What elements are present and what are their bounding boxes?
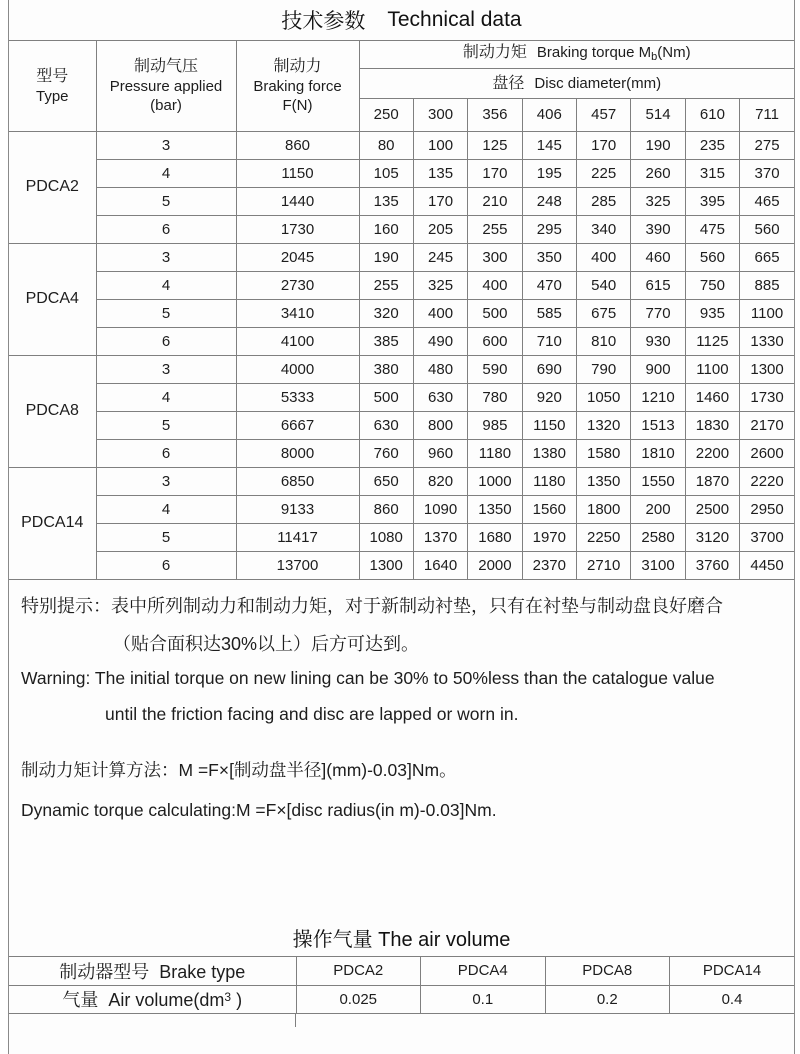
torque-data-row — [9, 131, 794, 159]
torque-cell: 1300 — [359, 551, 413, 579]
torque-cell: 2580 — [631, 523, 685, 551]
warning-en-line1: Warning: The initial torque on new lining can be 30% to 50%less than the catalogue value — [21, 668, 715, 688]
header-row-1 — [9, 41, 794, 68]
torque-cell: 285 — [577, 187, 631, 215]
pressure-cell: 6 — [96, 551, 236, 579]
air-volume-label-prefix: 气量 Air volume(dm — [62, 990, 225, 1011]
torque-cell: 2370 — [522, 551, 576, 579]
torque-cell: 1000 — [468, 467, 522, 495]
torque-cell: 205 — [413, 215, 467, 243]
torque-cell: 690 — [522, 355, 576, 383]
torque-cell: 460 — [631, 243, 685, 271]
air-volume-value-pdca4: 0.1 — [421, 985, 546, 1013]
force-cell: 5333 — [236, 383, 359, 411]
torque-data-row — [9, 355, 794, 383]
torque-cell: 295 — [522, 215, 576, 243]
torque-cell: 1080 — [359, 523, 413, 551]
diameter-356: 356 — [468, 98, 522, 131]
force-header-en: Braking force — [253, 78, 342, 96]
torque-cell: 1350 — [577, 467, 631, 495]
torque-cell: 1800 — [577, 495, 631, 523]
type-header-cn: 型号 — [36, 67, 69, 85]
pressure-cell: 5 — [96, 299, 236, 327]
diameter-711: 711 — [740, 98, 794, 131]
torque-cell: 675 — [577, 299, 631, 327]
torque-cell: 810 — [577, 327, 631, 355]
torque-cell: 790 — [577, 355, 631, 383]
torque-cell: 600 — [468, 327, 522, 355]
model-name-cell: PDCA2 — [9, 131, 96, 243]
torque-cell: 195 — [522, 159, 576, 187]
torque-cell: 1050 — [577, 383, 631, 411]
torque-cell: 1180 — [522, 467, 576, 495]
torque-subscript: b — [651, 50, 658, 63]
air-volume-table — [9, 957, 794, 1013]
torque-cell: 325 — [413, 271, 467, 299]
torque-cell: 3700 — [740, 523, 794, 551]
torque-data-row — [9, 411, 794, 439]
force-cell: 9133 — [236, 495, 359, 523]
torque-header-en-prefix: Braking torque M — [536, 43, 652, 61]
diameter-header-en: Disc diameter(mm) — [534, 74, 662, 92]
torque-cell: 1100 — [740, 299, 794, 327]
torque-data-row — [9, 159, 794, 187]
torque-data-row — [9, 495, 794, 523]
torque-cell: 585 — [522, 299, 576, 327]
diameter-457: 457 — [577, 98, 631, 131]
air-volume-title: 操作气量 The air volume — [292, 928, 511, 951]
pressure-cell: 3 — [96, 355, 236, 383]
torque-data-row — [9, 439, 794, 467]
torque-cell: 160 — [359, 215, 413, 243]
technical-data-table — [9, 41, 794, 579]
air-volume-section — [9, 918, 794, 1027]
torque-cell: 860 — [359, 495, 413, 523]
torque-cell: 235 — [685, 131, 739, 159]
force-cell: 3410 — [236, 299, 359, 327]
air-volume-value-pdca8: 0.2 — [545, 985, 670, 1013]
force-cell: 1730 — [236, 215, 359, 243]
torque-cell: 190 — [631, 131, 685, 159]
torque-cell: 1125 — [685, 327, 739, 355]
torque-cell: 245 — [413, 243, 467, 271]
diameter-250: 250 — [359, 98, 413, 131]
pressure-cell: 5 — [96, 523, 236, 551]
air-volume-label — [9, 985, 296, 1013]
diameter-300: 300 — [413, 98, 467, 131]
torque-cell: 500 — [359, 383, 413, 411]
force-cell: 6850 — [236, 467, 359, 495]
torque-header-cn: 制动力矩 — [462, 43, 527, 61]
torque-cell: 200 — [631, 495, 685, 523]
torque-cell: 80 — [359, 131, 413, 159]
page-title-en: Technical data — [387, 8, 522, 31]
torque-cell: 225 — [577, 159, 631, 187]
torque-cell: 885 — [740, 271, 794, 299]
torque-cell: 170 — [577, 131, 631, 159]
torque-cell: 400 — [468, 271, 522, 299]
torque-data-row — [9, 523, 794, 551]
torque-cell: 300 — [468, 243, 522, 271]
air-volume-value-pdca2: 0.025 — [296, 985, 421, 1013]
torque-cell: 800 — [413, 411, 467, 439]
torque-data-row — [9, 271, 794, 299]
main-table-body — [9, 131, 794, 579]
torque-cell: 1090 — [413, 495, 467, 523]
torque-cell: 1560 — [522, 495, 576, 523]
torque-cell: 1350 — [468, 495, 522, 523]
torque-cell: 350 — [522, 243, 576, 271]
torque-cell: 125 — [468, 131, 522, 159]
force-cell: 8000 — [236, 439, 359, 467]
air-volume-data-row — [9, 985, 794, 1013]
torque-cell: 1210 — [631, 383, 685, 411]
force-cell: 1440 — [236, 187, 359, 215]
air-volume-value-pdca14: 0.4 — [670, 985, 795, 1013]
torque-cell: 1513 — [631, 411, 685, 439]
torque-cell: 560 — [685, 243, 739, 271]
torque-cell: 960 — [413, 439, 467, 467]
torque-cell: 380 — [359, 355, 413, 383]
pressure-header-cn: 制动气压 — [133, 58, 198, 76]
pressure-cell: 3 — [96, 467, 236, 495]
pressure-cell: 4 — [96, 495, 236, 523]
torque-cell: 400 — [577, 243, 631, 271]
torque-cell: 2200 — [685, 439, 739, 467]
pressure-column-header — [96, 41, 236, 131]
braking-torque-header — [359, 41, 794, 68]
disc-diameter-header — [359, 68, 794, 98]
diameter-406: 406 — [522, 98, 576, 131]
torque-cell: 930 — [631, 327, 685, 355]
torque-cell: 390 — [631, 215, 685, 243]
torque-cell: 170 — [413, 187, 467, 215]
torque-data-row — [9, 383, 794, 411]
torque-cell: 320 — [359, 299, 413, 327]
brake-type-label: 制动器型号 Brake type — [9, 957, 296, 985]
torque-cell: 1730 — [740, 383, 794, 411]
torque-cell: 1380 — [522, 439, 576, 467]
torque-cell: 1810 — [631, 439, 685, 467]
pressure-cell: 4 — [96, 383, 236, 411]
torque-cell: 3120 — [685, 523, 739, 551]
torque-cell: 2600 — [740, 439, 794, 467]
torque-header-en — [537, 44, 691, 61]
partial-next-row — [9, 1014, 794, 1027]
torque-cell: 560 — [740, 215, 794, 243]
warning-cn-line2: （贴合面积达30%以上）后方可达到。 — [113, 634, 420, 654]
force-cell: 13700 — [236, 551, 359, 579]
brake-type-pdca8: PDCA8 — [545, 957, 670, 985]
torque-cell: 1300 — [740, 355, 794, 383]
torque-cell: 480 — [413, 355, 467, 383]
torque-cell: 2500 — [685, 495, 739, 523]
pressure-cell: 5 — [96, 411, 236, 439]
torque-formula-cn: 制动力矩计算方法：M =F×[制动盘半径](mm)-0.03]Nm。 — [21, 760, 457, 780]
model-name-cell: PDCA8 — [9, 355, 96, 467]
force-cell: 2045 — [236, 243, 359, 271]
torque-cell: 1150 — [522, 411, 576, 439]
torque-cell: 540 — [577, 271, 631, 299]
force-cell: 1150 — [236, 159, 359, 187]
torque-cell: 630 — [359, 411, 413, 439]
torque-cell: 1180 — [468, 439, 522, 467]
technical-data-table-wrap — [9, 40, 794, 580]
type-header-en: Type — [35, 87, 69, 105]
torque-cell: 340 — [577, 215, 631, 243]
torque-cell: 2250 — [577, 523, 631, 551]
torque-cell: 920 — [522, 383, 576, 411]
torque-cell: 710 — [522, 327, 576, 355]
torque-cell: 630 — [413, 383, 467, 411]
torque-cell: 490 — [413, 327, 467, 355]
warning-en-line2: until the friction facing and disc are lapped or worn in. — [105, 704, 519, 724]
torque-formula-en: Dynamic torque calculating:M =F×[disc radius(in m)-0.03]Nm. — [21, 800, 497, 820]
torque-cell: 1830 — [685, 411, 739, 439]
datasheet-page — [8, 0, 795, 1054]
diameter-610: 610 — [685, 98, 739, 131]
torque-data-row — [9, 551, 794, 579]
torque-cell: 315 — [685, 159, 739, 187]
pressure-header-unit: (bar) — [150, 97, 182, 115]
partial-next-row-cell — [9, 1014, 296, 1027]
torque-data-row — [9, 467, 794, 495]
torque-cell: 1320 — [577, 411, 631, 439]
pressure-cell: 6 — [96, 215, 236, 243]
torque-cell: 260 — [631, 159, 685, 187]
torque-cell: 470 — [522, 271, 576, 299]
torque-data-row — [9, 215, 794, 243]
torque-cell: 385 — [359, 327, 413, 355]
torque-cell: 400 — [413, 299, 467, 327]
pressure-cell: 4 — [96, 271, 236, 299]
torque-cell: 500 — [468, 299, 522, 327]
type-column-header — [9, 41, 96, 131]
torque-cell: 2170 — [740, 411, 794, 439]
torque-cell: 465 — [740, 187, 794, 215]
torque-cell: 1680 — [468, 523, 522, 551]
torque-data-row — [9, 299, 794, 327]
warning-cn-line1: 特别提示：表中所列制动力和制动力矩，对于新制动衬垫，只有在衬垫与制动盘良好磨合 — [21, 596, 723, 616]
pressure-cell: 6 — [96, 327, 236, 355]
air-volume-superscript: 3 — [224, 990, 232, 1005]
torque-cell: 3100 — [631, 551, 685, 579]
torque-cell: 780 — [468, 383, 522, 411]
torque-cell: 665 — [740, 243, 794, 271]
torque-data-row — [9, 243, 794, 271]
torque-cell: 2950 — [740, 495, 794, 523]
torque-cell: 275 — [740, 131, 794, 159]
air-volume-header-row — [9, 957, 794, 985]
page-title — [9, 0, 794, 40]
diameter-header-cn: 盘径 — [492, 74, 525, 92]
torque-cell: 1870 — [685, 467, 739, 495]
torque-cell: 1580 — [577, 439, 631, 467]
torque-cell: 4450 — [740, 551, 794, 579]
model-name-cell: PDCA4 — [9, 243, 96, 355]
torque-cell: 395 — [685, 187, 739, 215]
force-cell: 860 — [236, 131, 359, 159]
notes-section — [9, 594, 794, 822]
torque-cell: 105 — [359, 159, 413, 187]
torque-cell: 135 — [359, 187, 413, 215]
brake-type-pdca2: PDCA2 — [296, 957, 421, 985]
force-cell: 11417 — [236, 523, 359, 551]
torque-cell: 590 — [468, 355, 522, 383]
torque-cell: 2220 — [740, 467, 794, 495]
force-cell: 2730 — [236, 271, 359, 299]
torque-data-row — [9, 327, 794, 355]
air-volume-table-wrap — [9, 956, 794, 1014]
torque-cell: 210 — [468, 187, 522, 215]
force-cell: 6667 — [236, 411, 359, 439]
torque-cell: 100 — [413, 131, 467, 159]
torque-data-row — [9, 187, 794, 215]
torque-cell: 1330 — [740, 327, 794, 355]
torque-cell: 3760 — [685, 551, 739, 579]
model-name-cell: PDCA14 — [9, 467, 96, 579]
torque-cell: 760 — [359, 439, 413, 467]
torque-header-en-suffix: (Nm) — [657, 43, 691, 61]
page-title-cn: 技术参数 — [281, 10, 366, 33]
torque-cell: 650 — [359, 467, 413, 495]
torque-cell: 1550 — [631, 467, 685, 495]
torque-cell: 135 — [413, 159, 467, 187]
torque-cell: 900 — [631, 355, 685, 383]
force-header-unit: F(N) — [282, 97, 313, 115]
pressure-header-en: Pressure applied — [109, 78, 223, 96]
torque-cell: 170 — [468, 159, 522, 187]
torque-cell: 255 — [359, 271, 413, 299]
brake-type-pdca14: PDCA14 — [670, 957, 795, 985]
force-header-cn: 制动力 — [273, 58, 322, 76]
brake-type-pdca4: PDCA4 — [421, 957, 546, 985]
pressure-cell: 4 — [96, 159, 236, 187]
torque-cell: 615 — [631, 271, 685, 299]
torque-cell: 2000 — [468, 551, 522, 579]
torque-cell: 1370 — [413, 523, 467, 551]
diameter-514: 514 — [631, 98, 685, 131]
torque-cell: 475 — [685, 215, 739, 243]
torque-cell: 1640 — [413, 551, 467, 579]
torque-cell: 370 — [740, 159, 794, 187]
torque-cell: 770 — [631, 299, 685, 327]
torque-cell: 1100 — [685, 355, 739, 383]
torque-cell: 325 — [631, 187, 685, 215]
torque-cell: 820 — [413, 467, 467, 495]
torque-cell: 985 — [468, 411, 522, 439]
force-cell: 4000 — [236, 355, 359, 383]
torque-cell: 145 — [522, 131, 576, 159]
pressure-cell: 3 — [96, 243, 236, 271]
pressure-cell: 5 — [96, 187, 236, 215]
torque-cell: 750 — [685, 271, 739, 299]
torque-cell: 2710 — [577, 551, 631, 579]
torque-cell: 255 — [468, 215, 522, 243]
torque-cell: 190 — [359, 243, 413, 271]
torque-cell: 1460 — [685, 383, 739, 411]
pressure-cell: 3 — [96, 131, 236, 159]
torque-cell: 1970 — [522, 523, 576, 551]
torque-cell: 935 — [685, 299, 739, 327]
air-volume-label-suffix: ) — [231, 990, 243, 1011]
torque-cell: 248 — [522, 187, 576, 215]
force-column-header — [236, 41, 359, 131]
force-cell: 4100 — [236, 327, 359, 355]
pressure-cell: 6 — [96, 439, 236, 467]
